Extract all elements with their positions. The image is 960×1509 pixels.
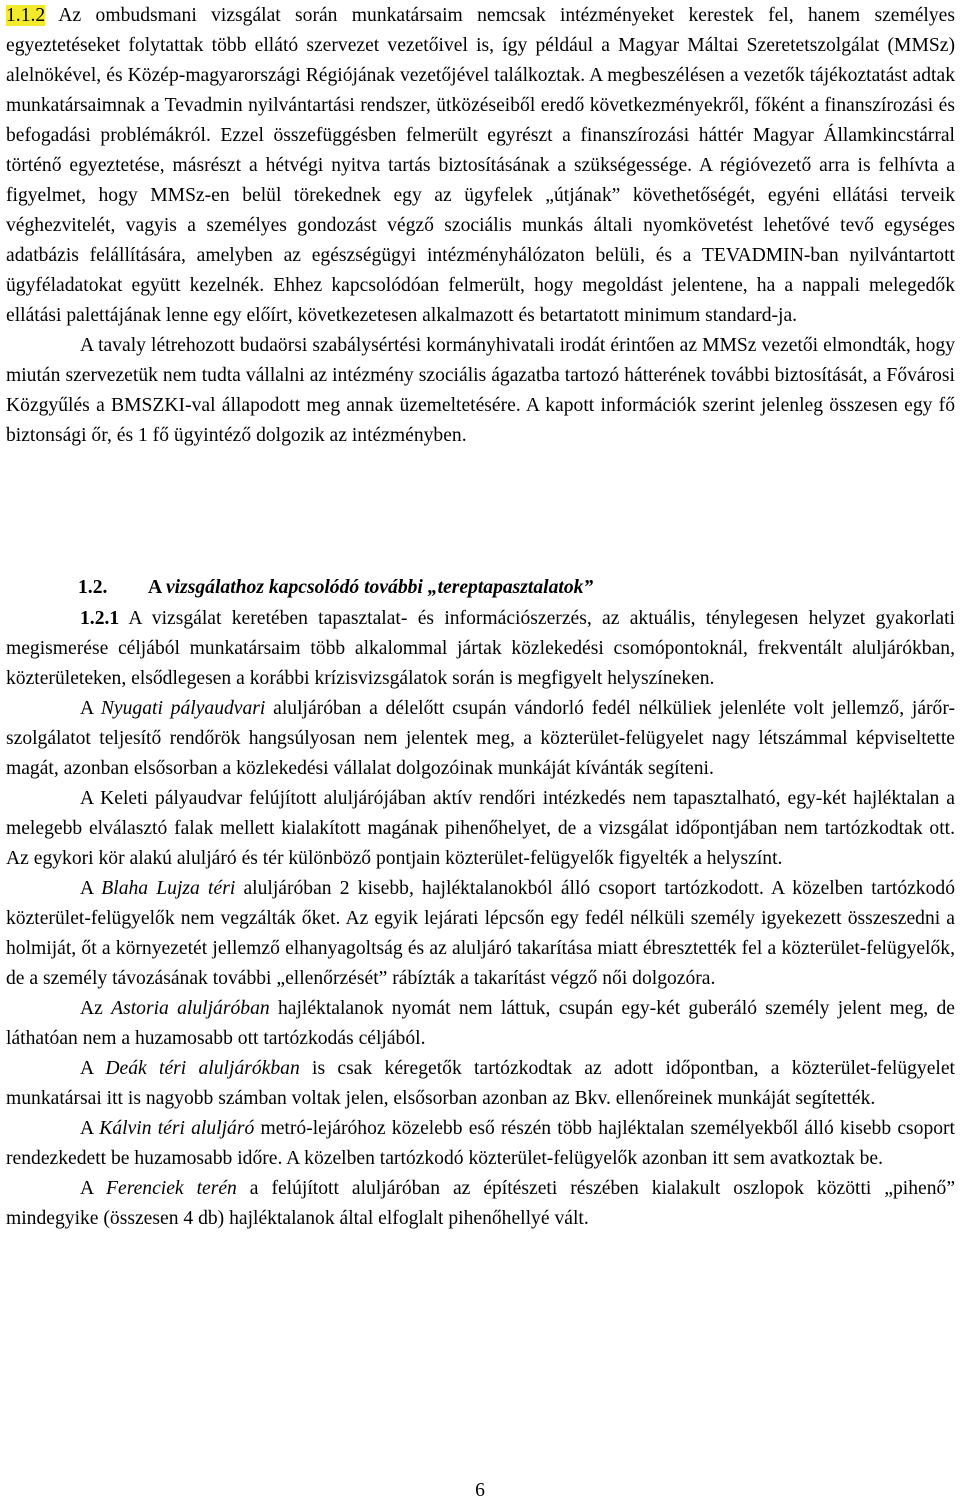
paragraph-text: Az ombudsmani vizsgálat során munkatársaim nemcsak intézményeket kerestek fel, hanem személyes egyeztetéseket folytattak több ellátó szervezet vezetőivel is, így például a Magyar Máltai Szeretetszolgálat (MMSz) alelnökével, és Közép-magyarországi Régiójának vezetőjével találkoztak. A megbeszélésen a vezetők tájékoztatást adtak munkatársaimnak a Tevadmin nyilvántartási rendszer, ütközéseiből eredő következményekről, főként a finanszírozási és befogadási problémákról. Ezzel összefüggésben felmerült egyrészt a finanszírozási háttér Magyar Államkincstárral történő egyeztetése, másrészt a hétvégi nyitva tartás biztosításának a szükségessége. A régióvezető arra is felhívta a figyelmet, hogy MMSz-en belül törekednek egy az ügyfelek „útjának” követhetőségét, egyéni ellátási terveik véghezvitelét, vagyis a személyes gondozást végző szociális munkás általi nyomkövetést lehetővé tevő egységes adatbázis felállítására, amelyben az egészségügyi intézményhálózaton belüli, és a TEVADMIN-ban nyilvántartott ügyféladatokat együtt kezelnék. Ehhez kapcsolódóan felmerült, hogy megoldást jelentene, ha a nappali melegedők ellátási palettájának lenne egy előírt, következetesen alkalmazott és betartatott minimum standard-ja. bbox=[6, 5, 955, 326]
paragraph bbox=[6, 694, 955, 784]
section-number: 1.2.1 bbox=[80, 608, 120, 629]
heading-prefix: A bbox=[148, 577, 166, 598]
text: A bbox=[80, 1058, 106, 1079]
paragraph bbox=[6, 874, 955, 994]
text: metró-lejáróhoz közelebb eső részén több hajléktalan személyekből álló kisebb csoport rendezkedett be huzamosabb időre. A közelben tartózkodó közterület-felügyelők azonban itt sem avatkoztak be. bbox=[6, 1118, 955, 1169]
text: A bbox=[80, 1118, 100, 1139]
paragraph bbox=[6, 1174, 955, 1234]
paragraph bbox=[6, 1054, 955, 1114]
place-name: Deák téri aluljárókban bbox=[105, 1058, 300, 1079]
place-name: Nyugati pályaudvari bbox=[100, 698, 266, 719]
text: hajléktalanok nyomát nem láttuk, csupán egy-két guberáló személy jelent meg, de láthatóan nem a huzamosabb ott tartózkodás céljából. bbox=[6, 998, 955, 1049]
section-1-2-1 bbox=[6, 604, 955, 1234]
text: Az bbox=[80, 998, 112, 1019]
place-name: Ferenciek terén bbox=[106, 1178, 237, 1199]
heading-number: 1.2. bbox=[78, 577, 108, 598]
text: A bbox=[80, 698, 101, 719]
paragraph bbox=[6, 604, 955, 694]
section-1-1-2 bbox=[6, 1, 955, 451]
section-heading-1-2 bbox=[78, 573, 948, 603]
text: a felújított aluljáróban az építészeti részében kialakult oszlopok közötti „pihenő” mindegyike (összesen 4 db) hajléktalanok által elfoglalt pihenőhellyé vált. bbox=[6, 1178, 956, 1229]
paragraph bbox=[6, 1114, 955, 1174]
section-number-highlight: 1.1.2 bbox=[6, 5, 46, 26]
text: is csak kéregetők tartózkodtak az adott időpontban, a közterület-felügyelet munkatársai itt is nagyobb számban voltak jelen, elsősorban azonban az Bkv. ellenőreinek munkáját segítették. bbox=[6, 1058, 955, 1109]
text: aluljáróban 2 kisebb, hajléktalanokból álló csoport tartózkodott. A közelben tartózkodó közterület-felügyelők nem vegzálták őket. Az egyik lejárati lépcsőn egy fedél nélküli személy igyekezett összeszedni a holmiját, őt a környezetét jellemző elhanyagoltság és az aluljáró takarítása miatt ébresztették fel a közterület-felügyelők, de a személy távozásának további „ellenőrzését” rábízták a takarítást végző női dolgozóra. bbox=[6, 878, 955, 989]
place-name: Kálvin téri aluljáró bbox=[99, 1118, 255, 1139]
paragraph: A tavaly létrehozott budaörsi szabálysértési kormányhivatali irodát érintően az MMSz vezetői elmondták, hogy miután szervezetük nem tudta vállalni az intézmény szociális ágazatba tartozó hátterének további biztosítását, a Fővárosi Közgyűlés a BMSZKI-val állapodott meg annak üzemeltetésére. A kapott információk szerint jelenleg összesen egy fő biztonsági őr, és 1 fő ügyintéző dolgozik az intézményben. bbox=[6, 335, 955, 446]
page-number: 6 bbox=[475, 1480, 485, 1501]
heading-title: vizsgálathoz kapcsolódó további „tereptapasztalatok” bbox=[165, 577, 594, 598]
paragraph bbox=[6, 1, 955, 331]
paragraph bbox=[6, 994, 955, 1054]
place-name: Astoria aluljáróban bbox=[111, 998, 270, 1019]
text: A bbox=[80, 878, 102, 899]
text: aluljáróban a délelőtt csupán vándorló fedél nélküliek jelenléte volt jellemző, járőr-szolgálatot teljesítő rendőrök hangsúlyosan nem jelentek meg, a közterület-felügyelet nagy létszámmal képviseltette magát, azonban elsősorban a közlekedési vállalat dolgozóinak munkáját kívánták segíteni. bbox=[6, 698, 956, 779]
paragraph: A Keleti pályaudvar felújított aluljárójában aktív rendőri intézkedés nem tapasztalható, egy-két hajléktalan a melegebb elválasztó falak mellett kialakított magának pihenőhelyet, de a vizsgálat időpontjában nem tartózkodtak ott. Az egykori kör alakú aluljáró és tér különböző pontjain közterület-felügyelők figyelték a helyszínt. bbox=[6, 788, 955, 869]
text: A bbox=[80, 1178, 107, 1199]
paragraph-text: A vizsgálat keretében tapasztalat- és információszerzés, az aktuális, ténylegesen helyzet gyakorlati megismerése céljából munkatársaim több alkalommal jártak közlekedési csomópontoknál, frekventált aluljárókban, közterületeken, elsődlegesen a korábbi krízisvizsgálatok során is megfigyelt helyszíneken. bbox=[6, 608, 955, 689]
place-name: Blaha Lujza téri bbox=[101, 878, 236, 899]
